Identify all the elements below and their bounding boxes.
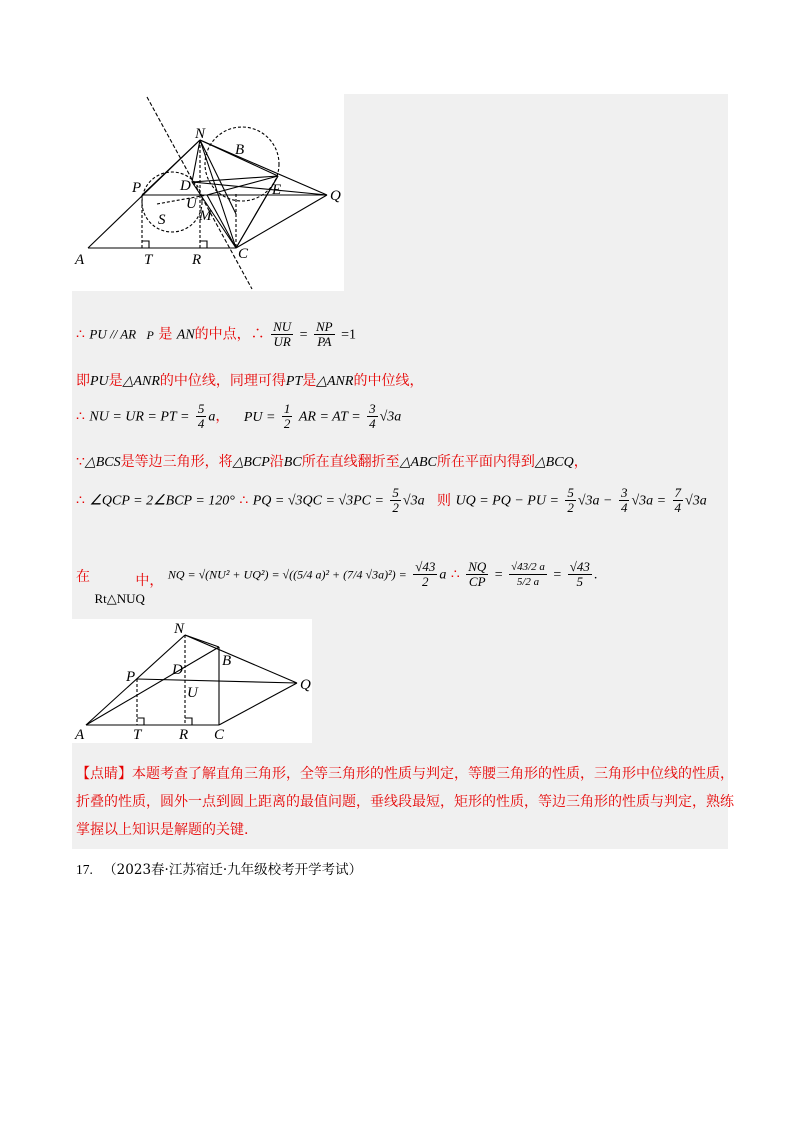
fraction-np-pa: $\frac{NP}{PA}$ — [316, 319, 333, 349]
label-N: N — [195, 126, 206, 142]
label-A: A — [75, 252, 85, 268]
comma: ， — [215, 408, 230, 425]
fraction-3-4: $\frac{3}{4}$ — [369, 401, 376, 431]
label-U: U — [186, 196, 197, 212]
fraction-compound: $\frac{√43/2 a}{5/2 a}$ — [511, 561, 545, 588]
geometry-figure-1 — [72, 94, 344, 291]
text-then: 则 — [437, 492, 452, 509]
label-R: R — [192, 252, 202, 268]
text-zai: 在 — [76, 569, 90, 585]
math-triangle-anr-2: △ANR — [316, 374, 354, 389]
fraction-5-4: $\frac{5}{4}$ — [197, 401, 205, 431]
math-pt: PT — [285, 374, 303, 389]
math-sqrt3a-eq: √3a = — [631, 493, 667, 509]
text-zhong: 中， — [135, 572, 164, 589]
answer-shade-top — [344, 94, 728, 291]
fraction-5-2: $\frac{5}{2}$ — [392, 485, 399, 515]
math-bc: BC — [283, 455, 302, 470]
because-symbol: ∵ — [76, 454, 85, 470]
label-D: D — [180, 178, 191, 194]
text-midpoint: 的中点， — [194, 326, 251, 343]
therefore-symbol: ∴ — [76, 492, 85, 509]
label-P: P — [132, 180, 142, 196]
math-triangle-bcp: △BCP — [232, 455, 270, 470]
therefore-symbol: ∴ — [76, 326, 85, 343]
therefore-symbol-2: ∴ — [250, 326, 265, 343]
therefore-symbol-2: ∴ — [239, 492, 249, 509]
equals-2: = — [553, 567, 562, 583]
label-B: B — [222, 653, 232, 669]
fraction-7-4: $\frac{7}{4}$ — [674, 485, 682, 515]
text-ji: 即 — [76, 373, 90, 389]
label-N: N — [174, 621, 185, 637]
text-3: 所在直线翻折至 — [301, 454, 400, 470]
label-T: T — [144, 252, 153, 268]
fraction-1-2: $\frac{1}{2}$ — [283, 401, 291, 431]
comma: ， — [573, 454, 588, 470]
math-an: AN — [176, 327, 195, 343]
comment-tag: 【点睛】 — [76, 766, 132, 782]
label-A: A — [75, 727, 85, 743]
label-E: E — [272, 182, 282, 198]
question-source: （2023春·江苏宿迁·九年级校考开学考试） — [103, 862, 363, 878]
label-C: C — [238, 246, 249, 262]
label-R: R — [179, 727, 189, 743]
math-angle-qcp: ∠QCP = 2∠BCP = 120° — [89, 493, 235, 509]
question-17-header — [76, 858, 362, 878]
math-triangle-bcq: △BCQ — [534, 455, 574, 470]
solution-line-1 — [76, 320, 356, 349]
text-2: 沿 — [269, 454, 284, 470]
fraction-nq-cp: $\frac{NQ}{CP}$ — [468, 559, 487, 589]
math-p: P — [146, 327, 154, 342]
fraction-3-4: $\frac{3}{4}$ — [620, 485, 628, 515]
math-sqrt3a: √3a — [379, 409, 402, 425]
text-4: 所在平面内得到 — [436, 454, 535, 470]
math-pu: PU = — [243, 409, 276, 425]
math-uq: UQ = PQ − PU = — [455, 493, 559, 509]
solution-line-5 — [76, 486, 707, 515]
math-nu-ur-pt: NU = UR = PT = — [89, 409, 190, 425]
fraction-sqrt43-2: $\frac{√43}{2}$ — [415, 559, 436, 589]
fraction-nu-ur: $\frac{NU}{UR}$ — [273, 319, 292, 349]
text-is: 是 — [108, 373, 123, 389]
label-U: U — [187, 685, 198, 701]
label-S: S — [158, 212, 166, 228]
math-pu: PU — [90, 374, 109, 389]
equals: = — [299, 327, 308, 343]
math-ar-at: AR = AT = — [298, 409, 361, 425]
question-number: 17. — [76, 862, 93, 877]
math-triangle-anr: △ANR — [122, 374, 160, 389]
math-pu-parallel-ar: PU // AR — [89, 326, 137, 342]
text-is-2: 是 — [302, 373, 317, 389]
equals: = — [494, 567, 503, 583]
solution-line-6 — [76, 559, 598, 606]
label-Q: Q — [300, 677, 311, 693]
label-Q: Q — [330, 188, 341, 204]
therefore-symbol: ∴ — [76, 408, 85, 425]
comment-text: 本题考查了解直角三角形，全等三角形的性质与判定，等腰三角形的性质，三角形中位线的性质，折叠的性质，圆外一点到圆上距离的最值问题，垂线段最短，矩形的性质，等边三角形的性质与判定，熟练掌握以上知识是解题的关键. — [76, 766, 734, 838]
math-sqrt3a-minus: √3a − — [577, 493, 613, 509]
math-pq: PQ = √3QC = √3PC = — [252, 493, 384, 509]
fraction-5-2b: $\frac{5}{2}$ — [567, 485, 574, 515]
solution-line-4 — [76, 451, 588, 471]
label-M: M — [199, 208, 212, 224]
math-sqrt3a-final: √3a — [685, 493, 707, 509]
text-midline: 的中位线，同理可得 — [159, 373, 286, 389]
math-triangle-abc: △ABC — [399, 455, 437, 470]
math-a: a — [439, 567, 447, 583]
math-sqrt3a: √3a — [402, 493, 425, 509]
math-nq-formula: NQ = √(NU² + UQ²) = √((5/4 a)² + (7/4 √3a)²) = — [167, 567, 407, 582]
math-a: a — [208, 409, 216, 425]
solution-line-2 — [76, 370, 423, 390]
period: . — [593, 567, 598, 583]
label-C: C — [214, 727, 225, 743]
equals-one: =1 — [341, 327, 356, 343]
therefore-symbol: ∴ — [450, 566, 460, 583]
text-1: 是等边三角形，将 — [120, 454, 233, 470]
fraction-sqrt43-5: $\frac{√43}{5}$ — [569, 559, 590, 589]
math-rt-triangle-nuq: Rt△NUQ — [94, 590, 145, 606]
geometry-figure-2 — [72, 619, 312, 743]
comment-block — [76, 760, 736, 844]
solution-line-3 — [76, 402, 401, 431]
text-is: 是 — [158, 326, 173, 343]
label-T: T — [133, 727, 142, 743]
math-triangle-bcs: △BCS — [84, 455, 121, 470]
label-B: B — [235, 142, 245, 158]
label-P: P — [126, 669, 136, 685]
text-midline-2: 的中位线， — [353, 373, 424, 389]
label-D: D — [172, 662, 183, 678]
